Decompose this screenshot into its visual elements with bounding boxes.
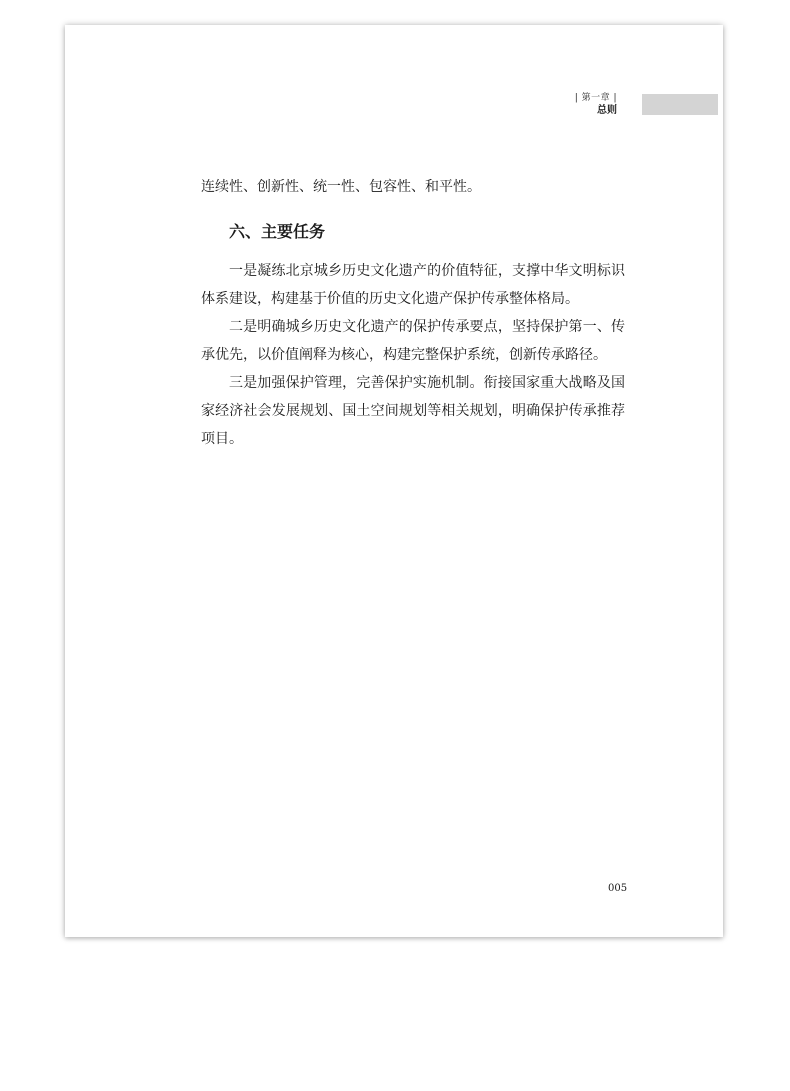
paragraph-2: 二是明确城乡历史文化遗产的保护传承要点，坚持保护第一、传承优先，以价值阐释为核心，构建完整保护系统，创新传承路径。 (201, 319, 625, 363)
chapter-tab-marker (642, 94, 718, 115)
chapter-label: | 第一章 | (574, 93, 617, 103)
body-content (201, 173, 625, 453)
paragraph-3: 三是加强保护管理，完善保护实施机制。衔接国家重大战略及国家经济社会发展规划、国土空间规划等相关规划，明确保护传承推荐项目。 (201, 375, 625, 447)
section-title: 总则 (597, 105, 617, 116)
document-page (65, 25, 723, 937)
paragraph-1: 一是凝练北京城乡历史文化遗产的价值特征，支撑中华文明标识体系建设，构建基于价值的历史文化遗产保护传承整体格局。 (201, 263, 625, 307)
section-heading: 六、主要任务 (229, 222, 326, 241)
continuation-text: 连续性、创新性、统一性、包容性、和平性。 (201, 179, 481, 195)
page-number: 005 (608, 883, 628, 894)
